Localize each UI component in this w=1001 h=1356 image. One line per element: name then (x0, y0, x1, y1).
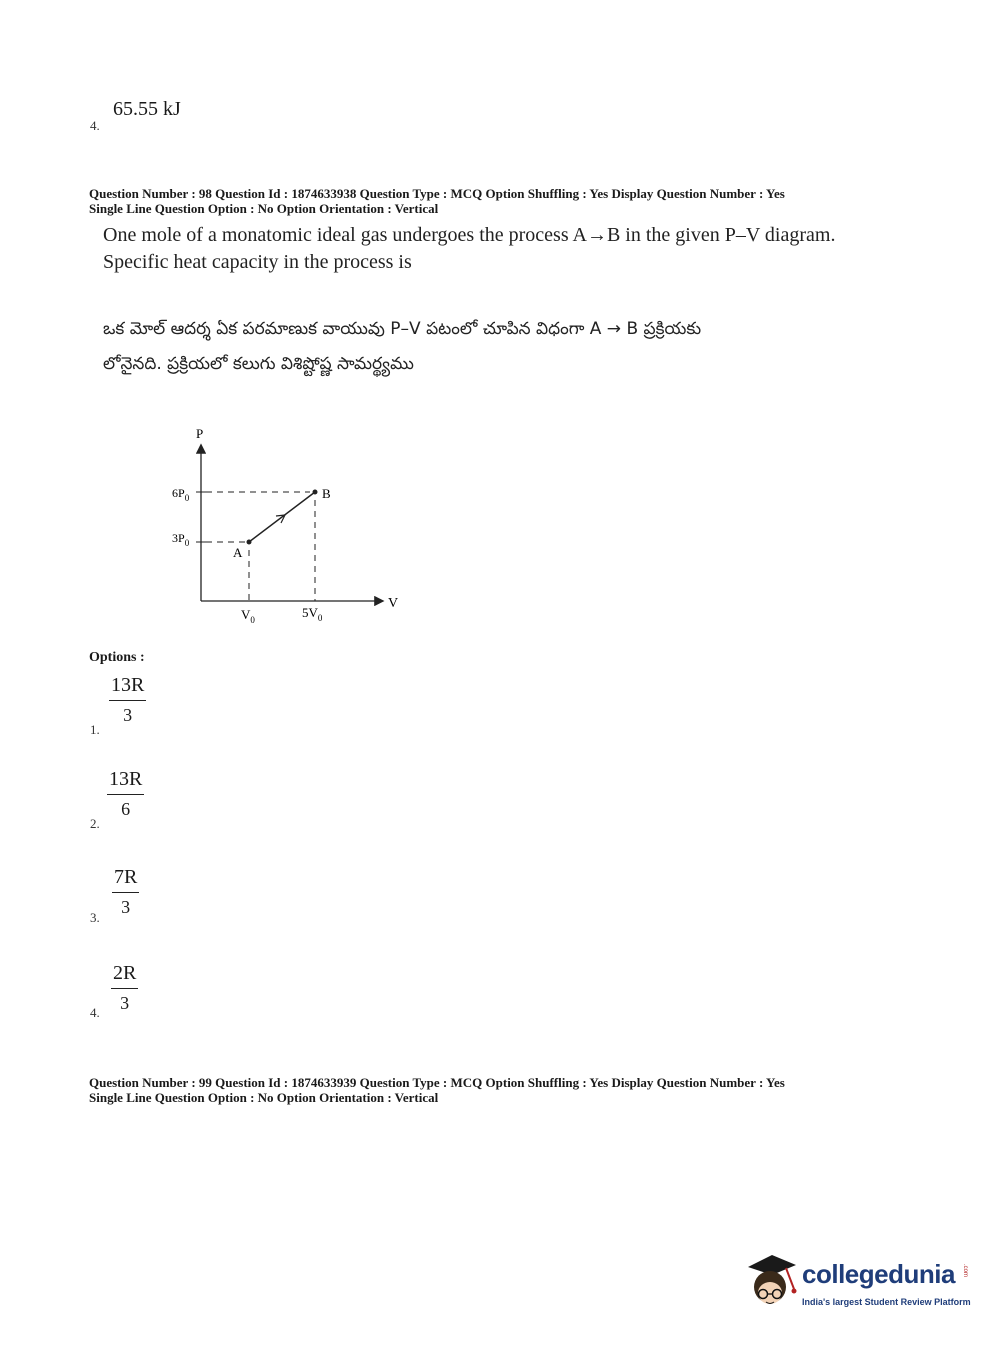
label-3p0: $3P_0$ (172, 531, 190, 548)
q98-meta-line1: Question Number : 98 Question Id : 1874633938 Question Type : MCQ Option Shuffling : Yes Display Question Number : Yes (89, 186, 785, 201)
label-point-b: B (322, 486, 331, 501)
option-2-numerator: 13R (107, 768, 144, 795)
pv-diagram (160, 420, 420, 635)
option-3-fraction[interactable] (112, 866, 139, 918)
prev-option-number: 4. (90, 118, 100, 133)
q98-telugu-line1: ఒక మోల్ ఆదర్శ ఏక పరమాణుక వాయువు P–V పటంలో చూపిన విధంగా A → B ప్రక్రియకు (103, 319, 702, 339)
label-6p0: $6P_0$ (172, 486, 190, 503)
option-1-denominator: 3 (123, 705, 133, 725)
q99-meta-line1: Question Number : 99 Question Id : 1874633939 Question Type : MCQ Option Shuffling : Yes Display Question Number : Yes (89, 1075, 785, 1090)
option-1-numerator: 13R (109, 674, 146, 701)
q98-english-line1: One mole of a monatomic ideal gas undergoes the process A→B in the given P–V diagram. (103, 224, 836, 246)
option-4-number: 4. (90, 1005, 100, 1020)
logo-name: collegedunia (802, 1259, 955, 1289)
q98-telugu-line2: లోనైనది. ప్రక్రియలో కలుగు విశిష్టోష్ణ సామర్థ్యము (103, 354, 414, 374)
v-axis-label: V (388, 596, 399, 611)
option-2-fraction[interactable] (107, 768, 144, 820)
q98-english-line2: Specific heat capacity in the process is (103, 251, 412, 273)
option-2-denominator: 6 (121, 799, 131, 819)
q98-meta-line2: Single Line Question Option : No Option Orientation : Vertical (89, 201, 439, 216)
option-1-fraction[interactable] (109, 674, 146, 726)
point-a (247, 540, 252, 545)
prev-answer-value: 65.55 kJ (113, 98, 181, 120)
option-4-denominator: 3 (120, 993, 130, 1013)
p-axis-label: P (196, 426, 204, 441)
label-5v0: $5V_0$ (302, 605, 323, 623)
option-4-numerator: 2R (111, 962, 138, 989)
label-v0: $V_0$ (241, 607, 255, 625)
point-b (313, 490, 318, 495)
options-label: Options : (89, 650, 145, 665)
option-2-number: 2. (90, 816, 100, 831)
option-3-number: 3. (90, 910, 100, 925)
option-3-numerator: 7R (112, 866, 139, 893)
label-point-a: A (233, 545, 243, 560)
option-1-number: 1. (90, 722, 100, 737)
q99-meta-line2: Single Line Question Option : No Option Orientation : Vertical (89, 1090, 439, 1105)
process-line-ab (249, 492, 315, 542)
mascot-icon (742, 1249, 802, 1315)
logo-tagline: India's largest Student Review Platform (802, 1297, 971, 1307)
logo-suffix: .com (962, 1264, 968, 1278)
collegedunia-logo (742, 1249, 972, 1319)
option-3-denominator: 3 (121, 897, 131, 917)
option-4-fraction[interactable] (111, 962, 138, 1014)
